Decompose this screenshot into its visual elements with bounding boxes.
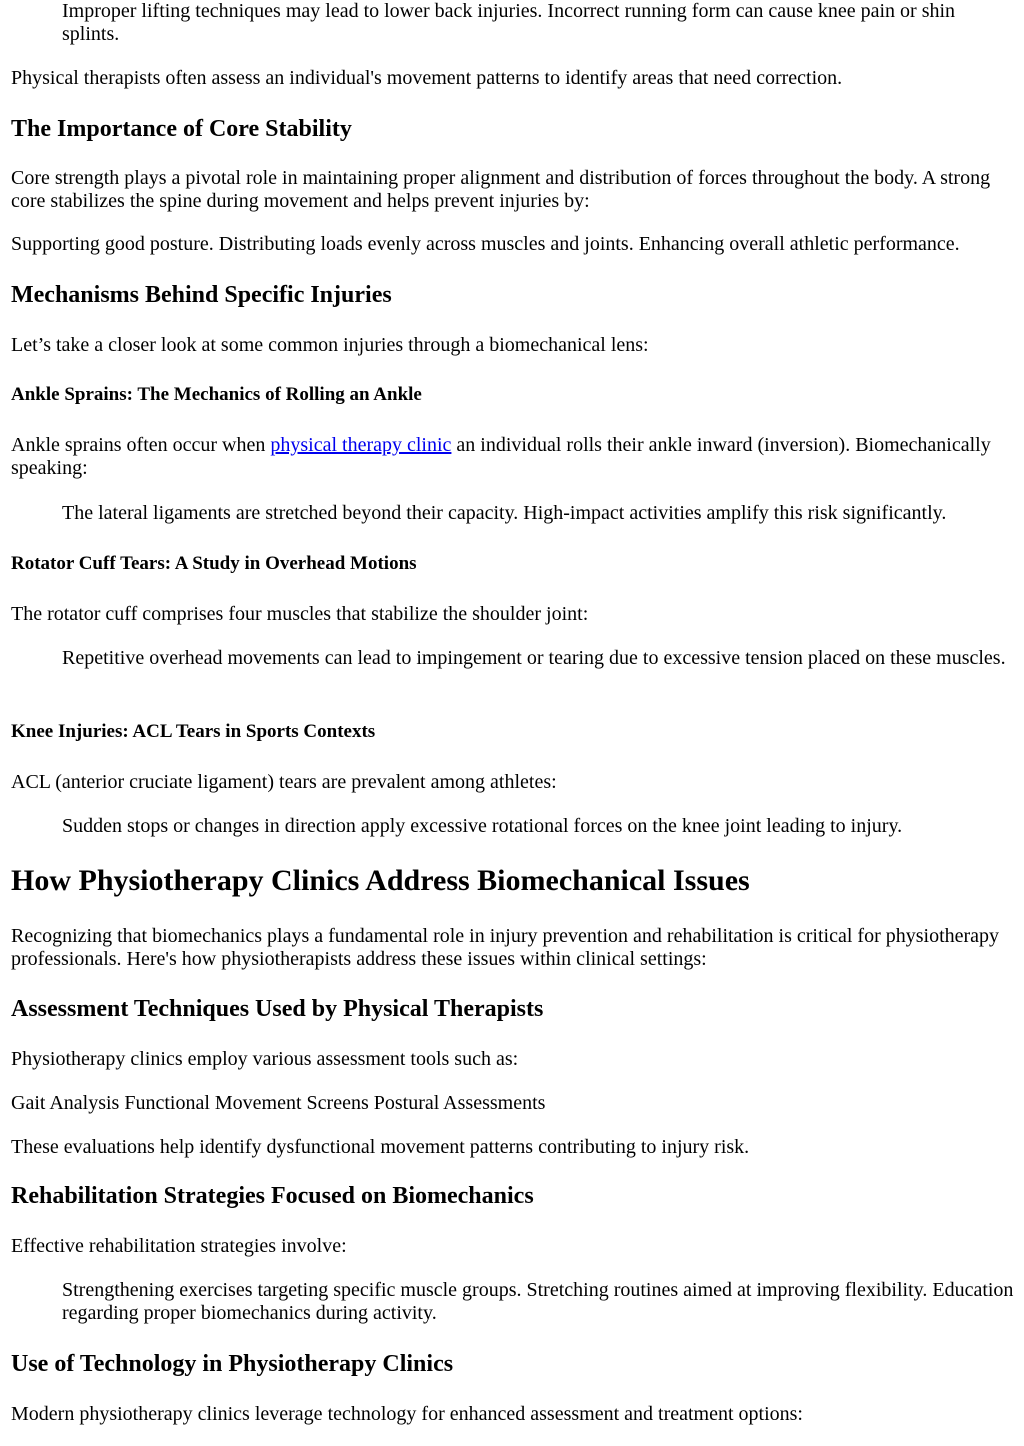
- section-heading: [11, 1182, 1014, 1210]
- heading-physio-clinics: How Physiotherapy Clinics Address Biomechanical Issues: [11, 864, 750, 897]
- paragraph: [11, 167, 1014, 213]
- main-heading: [11, 864, 1014, 898]
- paragraph: [11, 771, 1014, 794]
- blockquote-knee: [11, 815, 1014, 838]
- blockquote-rehab: [11, 1279, 1014, 1325]
- ankle-text-before-link: Ankle sprains often occur when: [11, 434, 271, 456]
- evaluations-text: These evaluations help identify dysfunctional movement patterns contributing to injury risk.: [11, 1136, 750, 1158]
- rehab-strategies-text: Effective rehabilitation strategies involve:: [11, 1235, 347, 1257]
- heading-mechanisms: Mechanisms Behind Specific Injuries: [11, 282, 392, 308]
- rotator-cuff-text: The rotator cuff comprises four muscles that stabilize the shoulder joint:: [11, 603, 589, 625]
- subsection-heading: [11, 384, 1014, 406]
- sudden-stops-text: Sudden stops or changes in direction apply excessive rotational forces on the knee joint leading to injury.: [62, 815, 903, 837]
- lateral-ligaments-text: The lateral ligaments are stretched beyond their capacity. High-impact activities amplify this risk significantly.: [62, 502, 947, 524]
- paragraph: [11, 434, 1014, 480]
- subsection-heading: [11, 721, 1014, 743]
- paragraph: [11, 1048, 1014, 1071]
- movement-patterns-text: Physical therapists often assess an individual's movement patterns to identify areas that need correction.: [11, 67, 843, 89]
- heading-rehabilitation: Rehabilitation Strategies Focused on Biomechanics: [11, 1183, 534, 1209]
- closer-look-text: Let’s take a closer look at some common injuries through a biomechanical lens:: [11, 334, 649, 356]
- strengthening-text: Strengthening exercises targeting specific muscle groups. Stretching routines aimed at improving flexibility. Education regarding proper biomechanics during activity.: [62, 1279, 1014, 1324]
- acl-text: ACL (anterior cruciate ligament) tears are prevalent among athletes:: [11, 771, 557, 793]
- heading-technology: Use of Technology in Physiotherapy Clinics: [11, 1351, 454, 1377]
- paragraph: [11, 1235, 1014, 1258]
- subsection-heading: [11, 553, 1014, 575]
- section-heading: [11, 115, 1014, 143]
- paragraph: [11, 67, 1014, 90]
- assessment-list-text: Gait Analysis Functional Movement Screens Postural Assessments: [11, 1092, 546, 1114]
- paragraph: [11, 1403, 1014, 1426]
- assessment-tools-text: Physiotherapy clinics employ various assessment tools such as:: [11, 1048, 519, 1070]
- ankle-text-after-link: an individual rolls their ankle inward (inversion). Biomechanically speaking:: [11, 434, 991, 479]
- paragraph: [11, 1136, 1014, 1159]
- heading-core-stability: The Importance of Core Stability: [11, 116, 352, 142]
- heading-rotator-cuff: Rotator Cuff Tears: A Study in Overhead Motions: [11, 553, 417, 574]
- section-heading: [11, 1350, 1014, 1378]
- lifting-text: Improper lifting techniques may lead to lower back injuries. Incorrect running form can cause knee pain or shin splints.: [62, 0, 956, 45]
- heading-ankle-sprains: Ankle Sprains: The Mechanics of Rolling an Ankle: [11, 384, 422, 405]
- core-strength-text: Core strength plays a pivotal role in maintaining proper alignment and distribution of forces throughout the body. A strong core stabilizes the spine during movement and helps prevent injuries by:: [11, 167, 991, 212]
- technology-text: Modern physiotherapy clinics leverage technology for enhanced assessment and treatment options:: [11, 1403, 803, 1425]
- paragraph: [11, 334, 1014, 357]
- core-benefits-text: Supporting good posture. Distributing loads evenly across muscles and joints. Enhancing overall athletic performance.: [11, 233, 960, 255]
- overhead-movements-text: Repetitive overhead movements can lead to impingement or tearing due to excessive tension placed on these muscles.: [62, 647, 1006, 669]
- ankle-sprain-text: [11, 434, 1014, 480]
- section-heading: [11, 995, 1014, 1023]
- paragraph: [11, 925, 1014, 971]
- paragraph: [11, 1092, 1014, 1115]
- recognizing-biomechanics-text: Recognizing that biomechanics plays a fundamental role in injury prevention and rehabilitation is critical for physiotherapy professionals. Here's how physiotherapists address these issues within clinical settings:: [11, 925, 1000, 970]
- heading-knee-injuries: Knee Injuries: ACL Tears in Sports Contexts: [11, 721, 376, 742]
- blockquote-ankle: [11, 502, 1014, 525]
- section-heading: [11, 281, 1014, 309]
- paragraph: [11, 603, 1014, 626]
- paragraph: [11, 233, 1014, 256]
- blockquote-lifting: [11, 0, 1014, 46]
- blockquote-rotator: [11, 647, 1014, 670]
- heading-assessment: Assessment Techniques Used by Physical Therapists: [11, 996, 544, 1022]
- physical-therapy-clinic-link[interactable]: physical therapy clinic: [270, 434, 452, 456]
